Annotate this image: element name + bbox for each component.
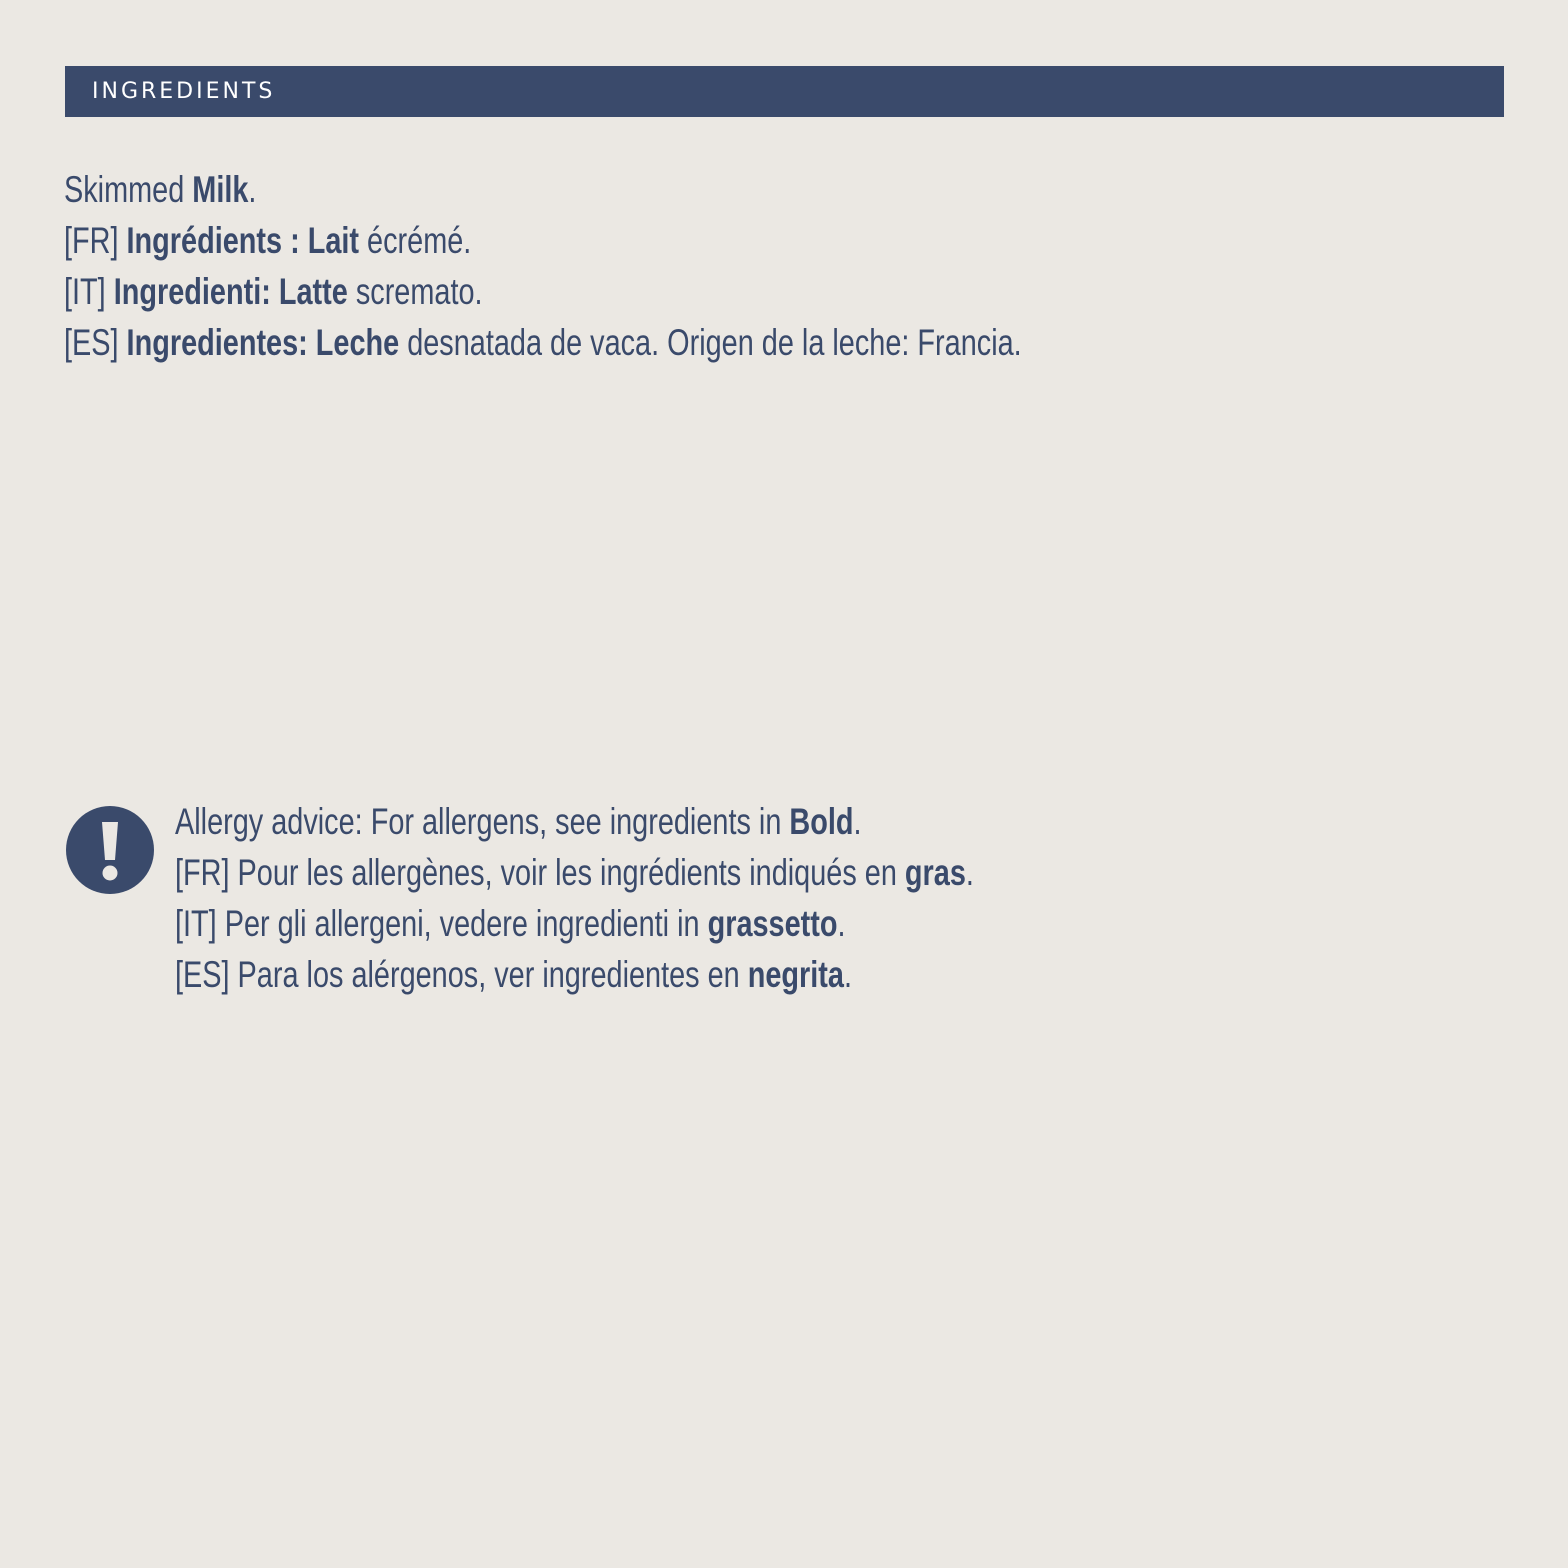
ingredient-text: scremato. [347,271,483,312]
allergy-text: [ES] Para los alérgenos, ver ingredientes en [175,954,748,995]
allergy-line-es [175,949,1189,1000]
allergy-text: . [853,801,862,842]
language-tag: [FR] [64,220,127,261]
language-tag: [ES] [64,322,127,363]
allergen-bold-text: Ingredienti: Latte [113,271,348,312]
language-tag: [IT] [64,271,114,312]
allergy-text: [IT] Per gli allergeni, vedere ingredienti in [175,903,708,944]
section-title: INGREDIENTS [92,78,276,104]
allergy-line-fr [175,847,1189,898]
allergy-advice [175,796,1475,1000]
allergy-text: . [843,954,852,995]
allergy-text: . [837,903,846,944]
ingredient-text: desnatada de vaca. Origen de la leche: Francia. [399,322,1022,363]
allergy-bold-text: negrita [747,954,844,995]
allergy-bold-text: grassetto [707,903,838,944]
ingredient-text: Skimmed [64,169,193,210]
allergy-bold-text: gras [904,852,966,893]
ingredient-text: écrémé. [359,220,472,261]
ingredient-line-fr [64,215,1187,266]
allergy-text: Allergy advice: For allergens, see ingredients in [175,801,790,842]
ingredient-line-es [64,317,1187,368]
allergen-bold-text: Ingrédients : Lait [126,220,360,261]
allergy-text: . [965,852,974,893]
ingredients-list [64,164,1504,368]
ingredients-header-bar [65,66,1504,117]
allergy-text: [FR] Pour les allergènes, voir les ingrédients indiqués en [175,852,905,893]
ingredient-text: . [248,169,257,210]
allergy-line-it [175,898,1189,949]
ingredient-line-it [64,266,1187,317]
allergy-line-en [175,796,1189,847]
allergen-bold-text: Ingredientes: Leche [126,322,400,363]
ingredient-line-en [64,164,1187,215]
allergen-bold-text: Milk [192,169,249,210]
exclamation-circle-icon [66,806,154,894]
allergy-bold-text: Bold [789,801,854,842]
